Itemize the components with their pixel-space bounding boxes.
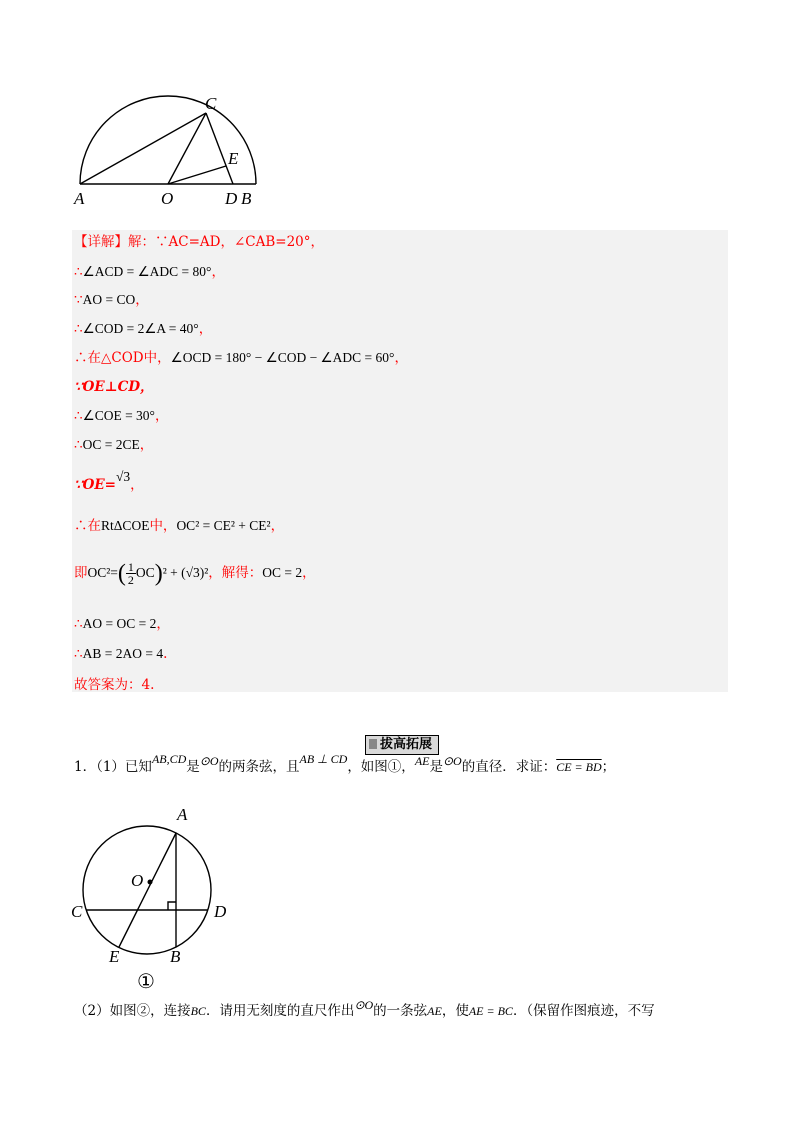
solution-box [72, 230, 728, 692]
solution-line-8: ∴OC = 2CE， [74, 437, 154, 453]
label-e: E [228, 149, 239, 168]
figure-caption: ① [137, 969, 155, 990]
solution-line-3: ∵AO = CO， [74, 292, 149, 308]
right-angle-mark [168, 902, 176, 910]
label-o: O [131, 871, 144, 890]
solution-line-9: ∵OE=√3， [74, 469, 144, 493]
question-line-1: 1．（1）已知AB,CD是⊙O的两条弦，且AB ⊥ CD，如图①，AE是⊙O的直径．求证：CE = BD； [74, 752, 616, 775]
diameter-ae [119, 833, 176, 947]
semicircle-arc [80, 96, 256, 184]
solution-line-11: 即OC²=( $\frac{1}{2}$ OC)² + (√3)²，解得：OC = 2， [74, 560, 316, 587]
solution-line-13: ∴AB = 2AO = 4. [74, 646, 168, 662]
fraction-one-half: $\frac{1}{2}$ [127, 560, 134, 587]
label-e: E [109, 947, 120, 966]
solution-line-4: ∴∠COD = 2∠A = 40°， [74, 321, 213, 337]
solution-line-12: ∴AO = OC = 2， [74, 616, 170, 632]
question-line-2: （2）如图②，连接BC．请用无刻度的直尺作出⊙O的一条弦AE，使AE = BC．（保留作图痕迹，不写 [74, 998, 655, 1019]
label-b: B [241, 189, 252, 208]
solution-line-7: ∴∠COE = 30°， [74, 408, 169, 424]
label-o: O [161, 189, 174, 208]
semicircle-figure [70, 92, 270, 212]
label-a: A [177, 805, 188, 824]
label-d: D [214, 902, 227, 921]
solution-line-14: 故答案为：4. [74, 677, 155, 693]
label-a: A [74, 189, 85, 208]
circle-figure [66, 800, 236, 990]
section-title: 拔高拓展 [365, 735, 439, 755]
solution-line-6: ∵OE⊥CD， [74, 379, 154, 395]
label-b: B [170, 947, 181, 966]
label-c: C [205, 94, 217, 113]
solution-line-5: ∴在△COD中，∠OCD = 180° − ∠COD − ∠ADC = 60°， [74, 350, 408, 366]
label-c: C [71, 902, 83, 921]
label-d: D [225, 189, 238, 208]
solution-line-10: ∴在RtΔCOE中，OC² = CE² + CE²， [74, 518, 285, 534]
solution-line-1: 【详解】解：∵AC=AD，∠CAB=20°， [74, 234, 325, 250]
center-point [148, 880, 153, 885]
solution-line-2: ∴∠ACD = ∠ADC = 80°， [74, 264, 225, 280]
